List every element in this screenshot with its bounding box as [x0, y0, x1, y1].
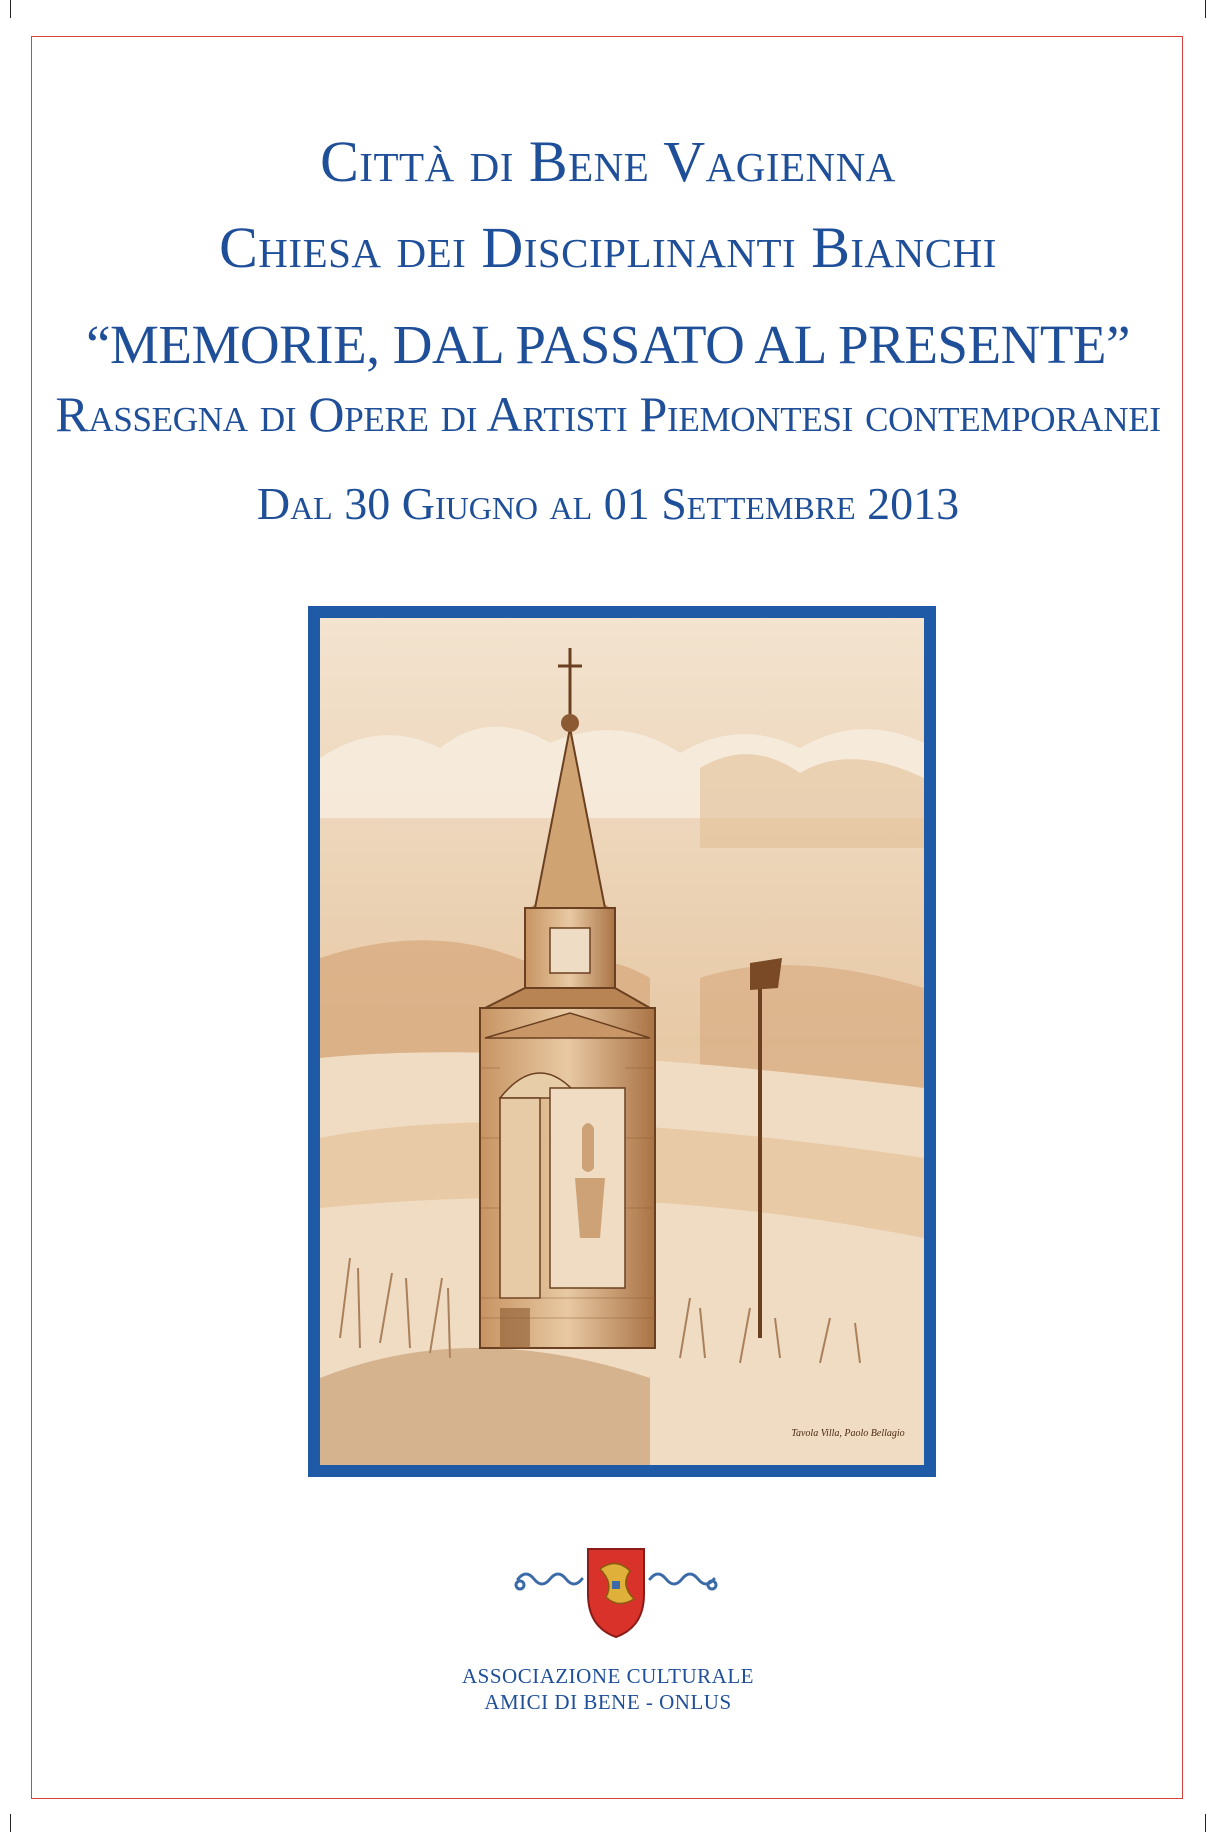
painting-frame: [308, 606, 936, 1477]
exhibition-subtitle: Rassegna di Opere di Artisti Piemontesi contemporanei: [55, 386, 1161, 442]
church-title: Chiesa dei Disciplinanti Bianchi: [219, 215, 997, 280]
sepia-painting-of-wayside-chapel-icon: [320, 618, 924, 1465]
association-name: ASSOCIAZIONE CULTURALE: [462, 1664, 754, 1688]
crop-mark-top-left: [10, 0, 11, 18]
exhibition-title: “MEMORIE, DAL PASSATO AL PRESENTE”: [86, 314, 1130, 375]
city-title: Città di Bene Vagienna: [320, 129, 896, 194]
exhibition-dates: Dal 30 Giugno al 01 Settembre 2013: [256, 478, 960, 529]
painting-signature: Tavola Villa, Paolo Bellagio: [791, 1428, 905, 1439]
crop-mark-bottom-left: [10, 1814, 11, 1832]
crop-mark-top-right: [1205, 0, 1206, 18]
crop-mark-bottom-right: [1205, 1814, 1206, 1832]
coat-of-arms-with-scrolls-icon: [508, 1539, 724, 1639]
association-subtitle: AMICI DI BENE - ONLUS: [484, 1690, 732, 1714]
